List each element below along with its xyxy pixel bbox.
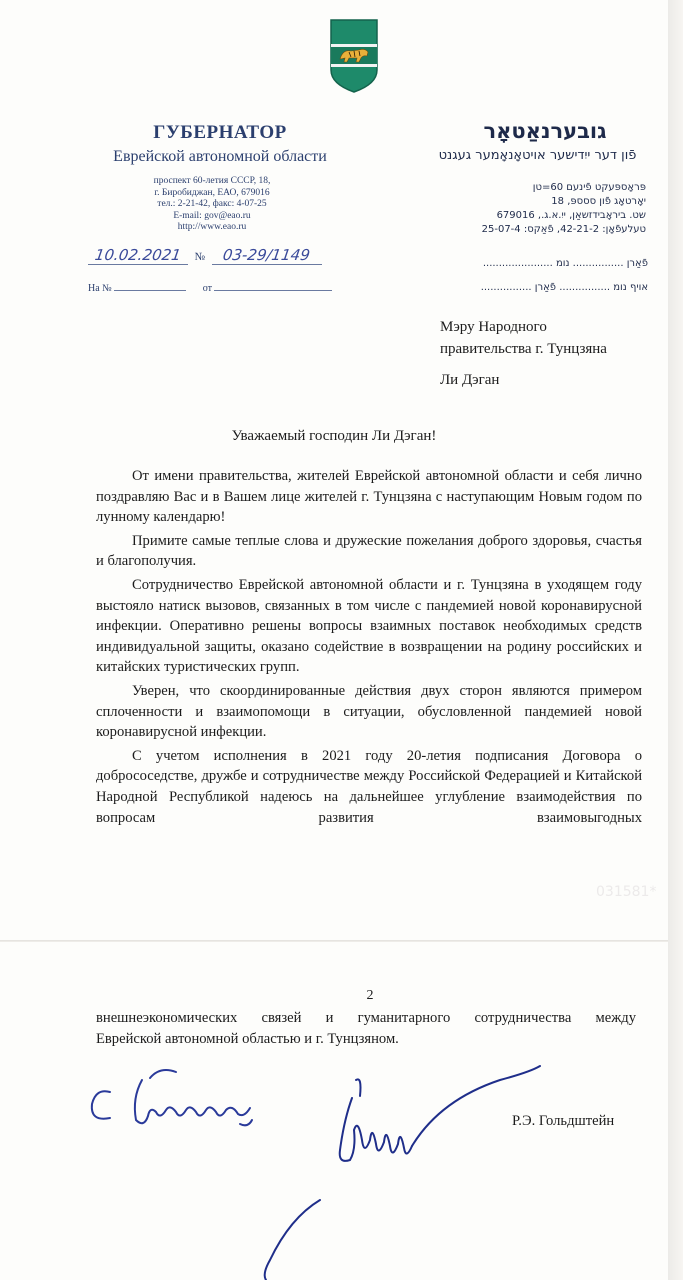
address-line: проспект 60-летия СССР, 18, bbox=[153, 176, 271, 186]
body-paragraph: Сотрудничество Еврейской автономной области и г. Тунцзяна в уходящем году выстояло натиск вызовов, связанных в том числе с пандемией новой коронавирусной инфекции. Оперативно решены вопросы взаимных поставок необходимых средств индивидуальной защиты, оказано содействие в возвращении на родину российских и китайских туристических групп. bbox=[96, 576, 642, 676]
outgoing-ref-row bbox=[88, 246, 322, 265]
website-line: http://www.eao.ru bbox=[177, 222, 247, 232]
ref-number-field bbox=[212, 246, 322, 265]
governor-title: ГУБЕРНАТОР bbox=[153, 122, 287, 143]
coat-of-arms-icon bbox=[329, 18, 379, 94]
letter-body bbox=[96, 466, 642, 831]
yi-ref-line: אויף נומ ................ פֿאַרן ................ bbox=[480, 282, 648, 293]
region-name: Еврейской автономной области bbox=[113, 148, 327, 165]
region-name-yiddish: פֿון דער ייִדישער אויטאָנאָמער געגנט bbox=[438, 148, 637, 163]
ref-date-field bbox=[88, 246, 188, 265]
yi-ref-line: פֿאַרן ................ נומ ...................... bbox=[482, 258, 648, 269]
ref-number: 03-29/1149 bbox=[221, 246, 312, 264]
on-no-label: На № bbox=[88, 283, 112, 294]
addressee-block bbox=[440, 316, 607, 360]
body-paragraph: От имени правительства, жителей Еврейской автономной области и себя лично поздравляю Вас и в Вашем лице жителей г. Тунцзяна с наступающим Новым годом по лунному календарю! bbox=[96, 468, 642, 526]
ref-date: 10.02.2021 bbox=[93, 246, 183, 264]
body-paragraph: Примите самые теплые слова и дружеские пожелания доброго здоровья, счастья и благополучия. bbox=[96, 532, 642, 570]
address-line: г. Биробиджан, ЕАО, 679016 bbox=[154, 187, 270, 198]
address-line: שט. ביראָבידזשאַן, ייִ.א.ג., 679016 bbox=[496, 210, 646, 221]
faint-stamp-number: 031581* bbox=[596, 884, 657, 900]
from-blank bbox=[214, 280, 332, 291]
ru-address-block bbox=[112, 176, 312, 234]
addressee-line: Мэру Народного bbox=[440, 319, 547, 335]
address-line: טעלעפֿאָן: 42-21-2, פֿאַקס: 25-07-4 bbox=[481, 224, 646, 235]
incoming-ref-row bbox=[88, 280, 332, 294]
on-no-blank bbox=[114, 280, 186, 291]
address-line: פּראָספּעקט פֿינעם 60=טן bbox=[532, 182, 646, 193]
body-line: Еврейской автономной областью и г. Тунцзяном. bbox=[96, 1031, 399, 1047]
page-edge bbox=[668, 0, 683, 1280]
address-line: יאָרטאָג פֿון ססספּ, 18 bbox=[551, 196, 646, 207]
governor-title-yiddish: גובערנאַטאָר bbox=[483, 119, 607, 143]
salutation: Уважаемый господин Ли Дэган! bbox=[231, 428, 437, 444]
email-line: E-mail: gov@eao.ru bbox=[173, 210, 251, 221]
page-number: 2 bbox=[366, 988, 374, 1003]
body-paragraph: Уверен, что скоординированные действия двух сторон являются примером сплоченности и взаимопомощи в ситуации, обусловленной пандемией новой коронавирусной инфекции. bbox=[96, 682, 642, 741]
ref-no-label: № bbox=[194, 251, 205, 263]
from-label: от bbox=[202, 283, 212, 294]
addressee-line: правительства г. Тунцзяна bbox=[440, 341, 607, 357]
addressee-name: Ли Дэган bbox=[440, 372, 500, 388]
page-break bbox=[0, 940, 668, 942]
body-line: внешнеэкономических связей и гуманитарного сотрудничества между bbox=[96, 1010, 636, 1026]
body-paragraph: С учетом исполнения в 2021 году 20-летия подписания Договора о добрососедстве, дружбе и сотрудничестве между Российской Федерацией и Китайской Народной Республикой надеюсь на дальнейшее углубление взаимодействия по вопросам развития взаимовыгодных bbox=[96, 747, 642, 826]
letter-continuation bbox=[96, 1008, 636, 1050]
address-line: тел.: 2-21-42, факс: 4-07-25 bbox=[157, 199, 267, 209]
signer-name: Р.Э. Гольдштейн bbox=[512, 1113, 615, 1129]
yi-address-block bbox=[418, 181, 646, 237]
